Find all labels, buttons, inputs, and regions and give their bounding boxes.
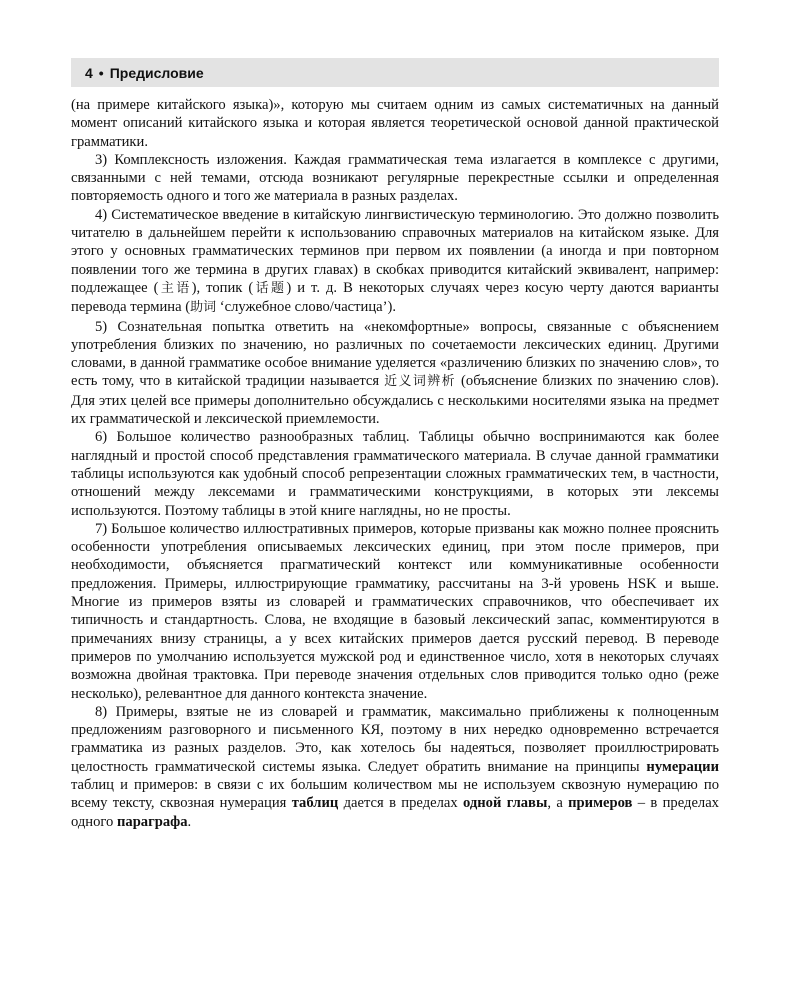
text-run: (объяснение близких по значению слов). Для этих целей все примеры дополнительно обсуждались с несколькими носителями языка на предмет их грамматической и лексической приемлемости. bbox=[71, 373, 719, 428]
text-run: таблиц и примеров: в связи с их большим количеством мы не используем сквозную нумерацию по всему тексту, сквозная нумерация bbox=[71, 776, 719, 812]
paragraph-item-6 bbox=[71, 428, 719, 519]
text-run: ), топик ( bbox=[191, 279, 254, 296]
chinese-term: 近义词辨析 bbox=[384, 374, 457, 390]
text-run: – в пределах одного bbox=[71, 795, 719, 830]
text-run: 3) Комплексность изложения. Каждая грамматическая тема излагается в комплексе с другими, связанными с ней темами, отсюда возникают регулярные перекрестные ссылки и определенная повторяемость одного и того же материала в разных разделах. bbox=[71, 151, 719, 205]
paragraph-item-8 bbox=[71, 703, 719, 831]
text-run: 6) Большое количество разнообразных таблиц. Таблицы обычно воспринимаются как более наглядный и простой способ представления грамматического материала. В случае данной грамматики таблицы используются как удобный способ репрезентации сложных грамматических тем, в частности, отношений между лексемами и грамматическими конструкциями, в которых эти лексемы используются. Поэтому таблицы в этой книге наглядны, но не просты. bbox=[71, 429, 719, 519]
bold-term: нумерации bbox=[646, 758, 719, 775]
text-run: дается в пределах bbox=[338, 795, 463, 812]
paragraph-continuation bbox=[71, 96, 719, 151]
bold-term: примеров bbox=[568, 795, 633, 812]
paragraph-item-7 bbox=[71, 520, 719, 703]
page-number: 4 bbox=[85, 64, 93, 81]
bold-term: параграфа bbox=[116, 813, 188, 830]
text-run: ) и т. д. В некоторых случаях через косую черту даются варианты перевода термина ( bbox=[71, 279, 719, 316]
header-separator: • bbox=[98, 64, 104, 81]
paragraph-item-4 bbox=[71, 206, 719, 318]
text-run: . bbox=[187, 813, 192, 830]
text-run: 7) Большое количество иллюстративных примеров, которые призваны как можно полнее прояснить особенности употребления описываемых лексических единиц, при этом после примеров, при необходимости, объясняется прагматический контекст или коммуникативные особенности предложения. Примеры, иллюстрирующие грамматику, рассчитаны на 3-й уровень HSK и выше. Многие из примеров взяты из словарей и грамматических справочников, что обеспечивает их типичность и стандартность. Слова, не входящие в базовый лексический запас, комментируются в примечаниях внизу страницы, а у всех китайских примеров дается русский перевод. В переводе примеров по умолчанию используется мужской род и единственное число, хотя в некоторых случаях возможна двойная трактовка. При переводе значения отдельных слов приводится только одно (реже несколько), релевантное для данного контекста значение. bbox=[71, 520, 719, 702]
section-title: Предисловие bbox=[109, 64, 204, 81]
text-run: ‘служебное слово/частица’). bbox=[216, 299, 396, 316]
chinese-term: 主语 bbox=[158, 280, 192, 296]
text-run: , а bbox=[547, 795, 569, 812]
text-run: 5) Сознательная попытка ответить на «некомфортные» вопросы, связанные с объяснением употребления близких по значению, но различных по сочетаемости лексических единиц. Другими словами, в данной грамматике особое внимание уделяется «различению близких по значению слов», то есть тому, что в китайской традиции называется bbox=[71, 318, 719, 390]
text-run: 8) Примеры, взятые не из словарей и грамматик, максимально приближены к полноценным предложениям разговорного и письменного КЯ, поэтому в них нередко одновременно встречается грамматика из разных разделов. Это, как хотелось бы надеяться, позволяет проиллюстрировать целостность грамматической системы языка. Следует обратить внимание на принципы bbox=[71, 703, 719, 775]
chinese-term: 话题 bbox=[253, 280, 287, 296]
paragraph-item-3 bbox=[71, 151, 719, 206]
bold-term: одной главы bbox=[462, 795, 548, 812]
text-run: 4) Систематическое введение в китайскую лингвистическую терминологию. Это должно позволить читателю в дальнейшем перейти к использованию справочных материалов на китайском языке. Для этого у основных грамматических терминов при первом их появлении (а иногда и при повторном появлении того же термина в других главах) в скобках приводится китайский эквивалент, например: подлежащее ( bbox=[71, 206, 719, 296]
body-text bbox=[71, 96, 719, 831]
text-run: (на примере китайского языка)», которую мы считаем одним из самых систематичных на данный момент описаний китайского языка и которая является теоретической основой данной практической грамматики. bbox=[71, 97, 719, 150]
paragraph-item-5 bbox=[71, 318, 719, 429]
running-header bbox=[71, 58, 719, 87]
bold-term: таблиц bbox=[291, 795, 339, 812]
chinese-term: 助词 bbox=[190, 300, 217, 316]
